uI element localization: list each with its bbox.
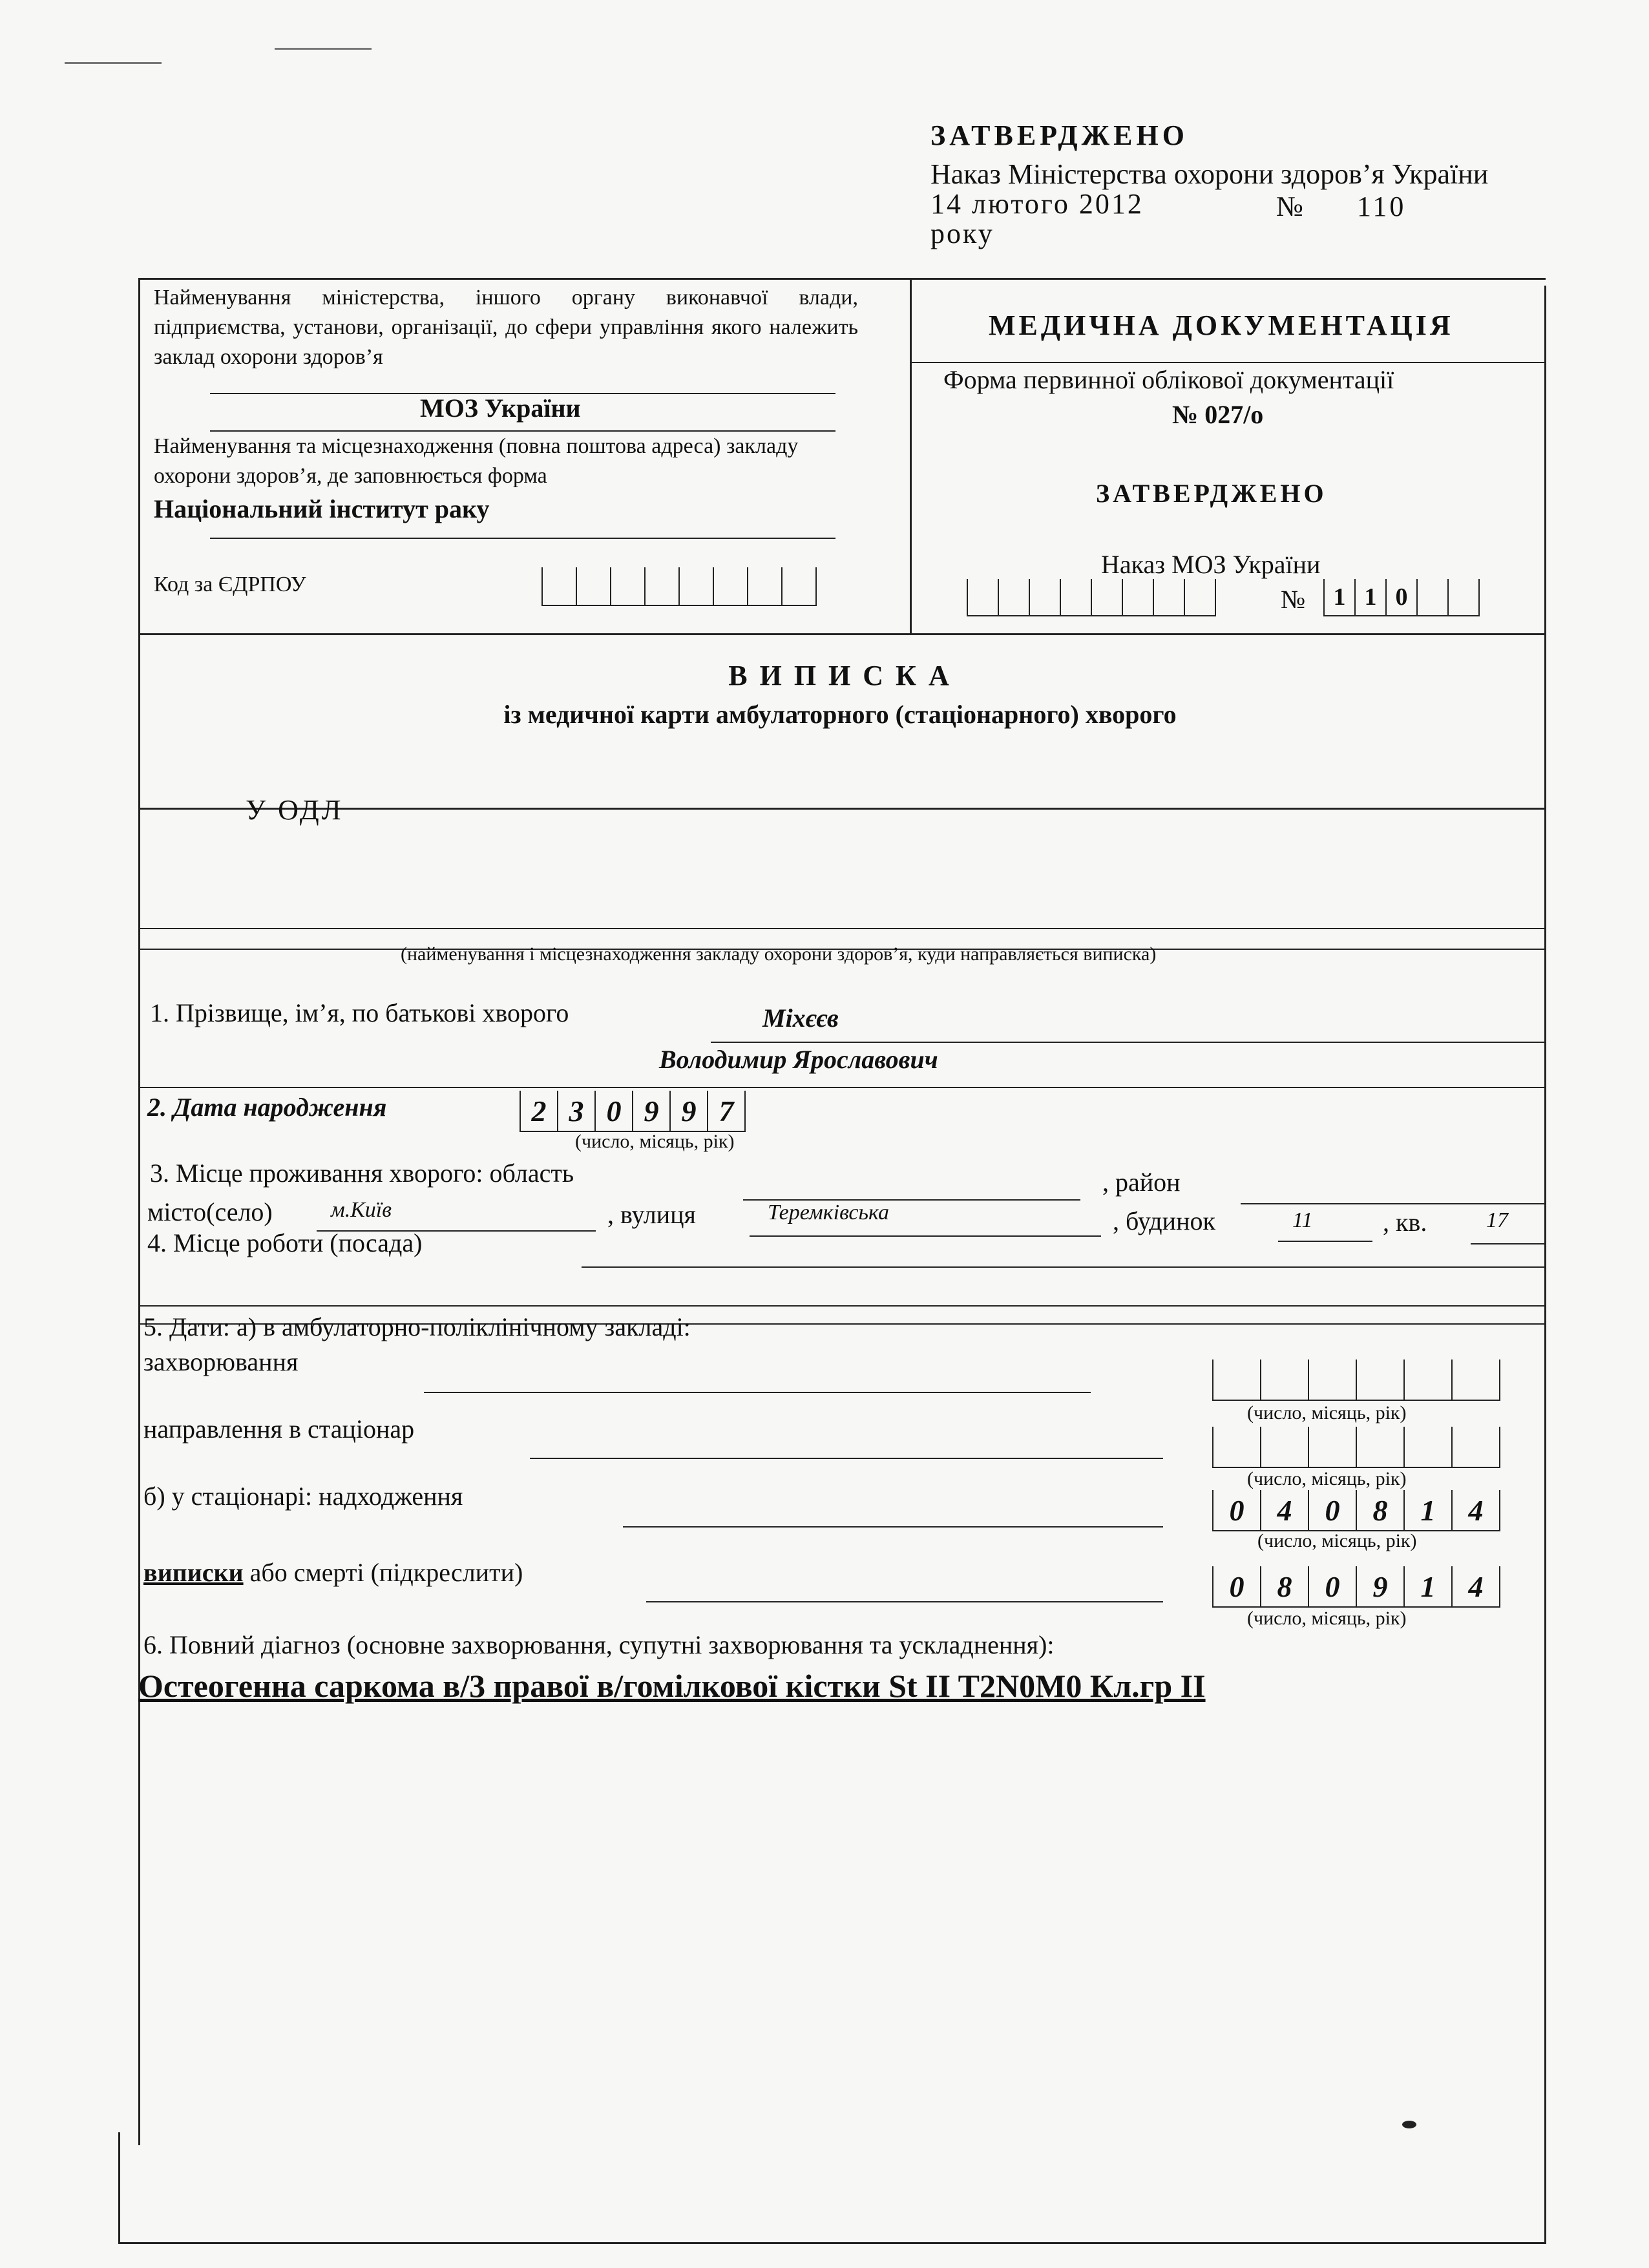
- approved-label: ЗАТВЕРДЖЕНО: [1096, 479, 1327, 508]
- discharge-digit: 1: [1403, 1566, 1451, 1608]
- apt-label: , кв.: [1383, 1208, 1427, 1237]
- frame-bottom-extension: [118, 2242, 1546, 2244]
- form-number: № 027/о: [1172, 400, 1264, 429]
- discharge-digit: 8: [1260, 1566, 1308, 1608]
- discharge-label-rest: або смерті (підкреслити): [243, 1558, 523, 1587]
- approval-year-word: року: [930, 218, 994, 249]
- title-bottom-rule: [138, 808, 1546, 810]
- discharge-label-underlined: виписки: [143, 1558, 244, 1587]
- city-label: місто(село): [147, 1197, 273, 1226]
- edrpou-boxes[interactable]: [541, 567, 817, 606]
- house-value: 11: [1292, 1208, 1313, 1232]
- city-value: м.Київ: [331, 1198, 392, 1222]
- disease-date-caption: (число, місяць, рік): [1247, 1402, 1407, 1423]
- diagnosis-label: 6. Повний діагноз (основне захворювання, супутні захворювання та ускладнення):: [143, 1630, 1055, 1659]
- discharge-label: [143, 1557, 523, 1588]
- discharge-digit: 0: [1308, 1566, 1356, 1608]
- destination-caption: (найменування і місцезнаходження закладу охорони здоров’я, куди направляється виписка): [401, 943, 1157, 965]
- house-label: , будинок: [1113, 1206, 1215, 1235]
- header-divider: [910, 279, 912, 635]
- discharge-date-caption: (число, місяць, рік): [1247, 1608, 1407, 1629]
- scan-mark: [65, 62, 162, 64]
- discharge-digit: 9: [1356, 1566, 1403, 1608]
- residence-label: 3. Місце проживання хворого: область: [150, 1159, 574, 1188]
- admission-digit: 4: [1260, 1490, 1308, 1531]
- dates-header: 5. Дати: а) в амбулаторно-поліклінічному закладі:: [143, 1312, 691, 1341]
- work-label: 4. Місце роботи (посада): [147, 1228, 423, 1257]
- order-number-sign: №: [1281, 585, 1306, 614]
- admission-label: б) у стаціонарі: надходження: [143, 1482, 463, 1511]
- referral-label: направлення в стаціонар: [143, 1414, 415, 1444]
- admission-date-boxes[interactable]: [1212, 1490, 1500, 1531]
- dob-digit: 2: [520, 1091, 557, 1132]
- frame-left-lower: [118, 2132, 120, 2243]
- approval-title: ЗАТВЕРДЖЕНО: [930, 120, 1188, 151]
- scan-speck: [1402, 2121, 1416, 2128]
- scan-mark: [275, 48, 372, 50]
- order-digit: 1: [1323, 579, 1354, 616]
- frame-right: [1544, 286, 1546, 2243]
- street-value: Теремківська: [768, 1201, 889, 1224]
- admission-digit: 0: [1308, 1490, 1356, 1531]
- dob-digit: 0: [594, 1091, 632, 1132]
- admission-date-caption: (число, місяць, рік): [1257, 1530, 1417, 1551]
- dob-label: 2. Дата народження: [147, 1093, 387, 1122]
- surname-value: Міхєєв: [762, 1003, 839, 1033]
- admission-digit: 0: [1212, 1490, 1260, 1531]
- disease-date-boxes[interactable]: [1212, 1360, 1500, 1401]
- admission-digit: 4: [1451, 1490, 1500, 1531]
- approval-date: 14 лютого 2012: [930, 188, 1144, 220]
- approval-order-line: Наказ Міністерства охорони здоров’я України: [930, 158, 1489, 190]
- street-label: , вулиця: [607, 1200, 696, 1229]
- medical-doc-title: МЕДИЧНА ДОКУМЕНТАЦІЯ: [989, 310, 1454, 341]
- document-title: В И П И С К А: [728, 660, 952, 691]
- approval-number: 110: [1357, 191, 1407, 222]
- district-label: , район: [1102, 1168, 1181, 1197]
- discharge-digit: 4: [1451, 1566, 1500, 1608]
- frame-left: [138, 278, 140, 2145]
- approval-number-sign: №: [1276, 191, 1303, 222]
- moz-order: Наказ МОЗ України: [1101, 550, 1321, 579]
- dob-digit: 9: [669, 1091, 707, 1132]
- edrpou-label: Код за ЄДРПОУ: [154, 572, 306, 596]
- institution-value: Національний інститут раку: [154, 494, 490, 523]
- order-digit: 1: [1354, 579, 1385, 616]
- document-subtitle: із медичної карти амбулаторного (стаціонарного) хворого: [503, 700, 1177, 729]
- referral-date-boxes[interactable]: [1212, 1427, 1500, 1468]
- institution-caption: Найменування та місцезнаходження (повна поштова адреса) закладу охорони здоров’я, де заповнюється форма: [154, 434, 799, 488]
- dob-boxes[interactable]: [520, 1091, 746, 1132]
- frame-top: [138, 278, 1546, 280]
- referral-date-caption: (число, місяць, рік): [1247, 1468, 1407, 1489]
- dob-digit: 7: [707, 1091, 746, 1132]
- order-digit: 0: [1385, 579, 1416, 616]
- order-date-boxes[interactable]: [967, 579, 1216, 616]
- destination-value: У ОДЛ: [246, 794, 344, 826]
- name-label: 1. Прізвище, ім’я, по батькові хворого: [150, 998, 569, 1027]
- order-digit: [1416, 579, 1447, 616]
- admission-digit: 1: [1403, 1490, 1451, 1531]
- dob-caption: (число, місяць, рік): [575, 1131, 735, 1152]
- admission-digit: 8: [1356, 1490, 1403, 1531]
- dob-digit: 3: [557, 1091, 594, 1132]
- form-caption: Форма первинної облікової документації: [943, 365, 1394, 394]
- diagnosis-value: Остеогенна саркома в/3 правої в/гомілкової кістки St II T2N0M0 Кл.гр II: [138, 1668, 1206, 1704]
- given-names-value: Володимир Ярославович: [659, 1045, 938, 1074]
- apt-value: 17: [1486, 1208, 1508, 1232]
- order-number-boxes[interactable]: [1323, 579, 1480, 616]
- ministry-caption: Найменування міністерства, іншого органу виконавчої влади, підприємства, установи, організації, до сфери управління якого належить заклад охорони здоров’я: [154, 286, 858, 369]
- discharge-date-boxes[interactable]: [1212, 1566, 1500, 1608]
- discharge-digit: 0: [1212, 1566, 1260, 1608]
- ministry-value: МОЗ України: [420, 394, 581, 423]
- header-bottom-rule: [138, 633, 1546, 635]
- disease-label: захворювання: [143, 1347, 299, 1376]
- dob-digit: 9: [632, 1091, 669, 1132]
